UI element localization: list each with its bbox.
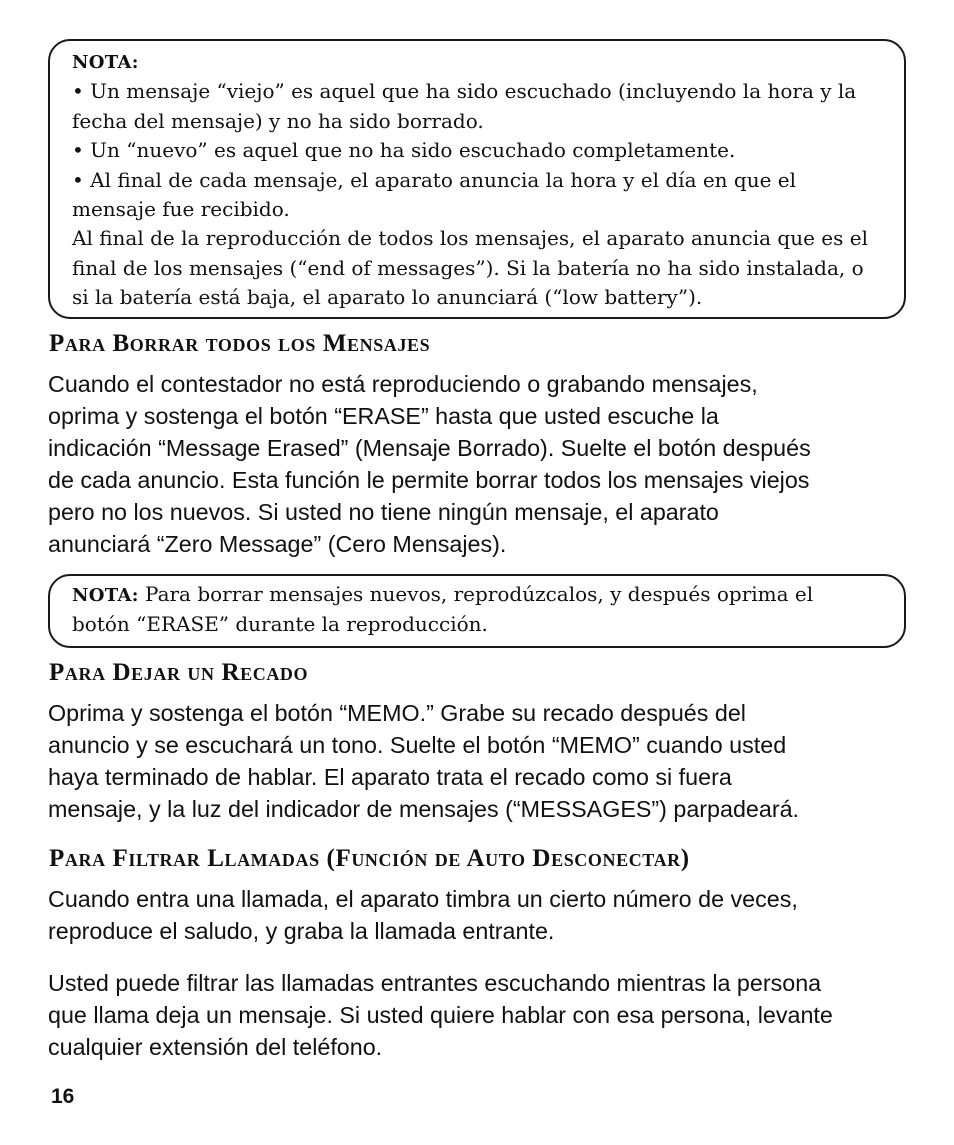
paragraph-line: anunciará “Zero Message” (Cero Mensajes). xyxy=(48,531,507,558)
paragraph-line: haya terminado de hablar. El aparato trata el recado como si fuera xyxy=(48,764,732,791)
note-label: NOTA: xyxy=(72,52,139,73)
note-box-messages xyxy=(48,39,906,319)
section-heading-screen-calls: Para Filtrar Llamadas (Función de Auto Desconectar) xyxy=(49,845,690,872)
paragraph-line: cualquier extensión del teléfono. xyxy=(48,1034,383,1061)
paragraph-line: Oprima y sostenga el botón “MEMO.” Grabe su recado después del xyxy=(48,700,746,726)
note-line: final de los mensajes (“end of messages”). Si la batería no ha sido instalada, o xyxy=(72,255,864,280)
note-line: Al final de la reproducción de todos los mensajes, el aparato anuncia que es el xyxy=(72,226,868,251)
section-heading-memo: Para Dejar un Recado xyxy=(49,659,309,686)
paragraph-screen-calls-1 xyxy=(48,883,798,947)
note-text: Para borrar mensajes nuevos, reprodúzcalos, y después oprima el xyxy=(138,582,814,606)
note-line: • Un “nuevo” es aquel que no ha sido escuchado completamente. xyxy=(72,138,736,163)
paragraph-line: anuncio y se escuchará un tono. Suelte el botón “MEMO” cuando usted xyxy=(48,732,787,759)
paragraph-line: indicación “Message Erased” (Mensaje Borrado). Suelte el botón después xyxy=(48,435,811,462)
paragraph-line: reproduce el saludo, y graba la llamada entrante. xyxy=(48,918,555,945)
paragraph-line: Cuando el contestador no está reproduciendo o grabando mensajes, xyxy=(48,371,758,397)
note-box-erase-new xyxy=(48,574,906,648)
page-number: 16 xyxy=(51,1085,75,1108)
paragraph-line: que llama deja un mensaje. Si usted quiere hablar con esa persona, levante xyxy=(48,1002,833,1029)
paragraph-line: pero no los nuevos. Si usted no tiene ningún mensaje, el aparato xyxy=(48,499,719,526)
note-line: botón “ERASE” durante la reproducción. xyxy=(72,612,488,637)
note-label-line xyxy=(72,47,884,77)
note-line: • Al final de cada mensaje, el aparato anuncia la hora y el día en que el xyxy=(72,167,797,192)
paragraph-line: mensaje, y la luz del indicador de mensajes (“MESSAGES”) parpadeará. xyxy=(48,796,800,823)
note-line xyxy=(72,580,884,610)
note-label: NOTA: xyxy=(72,585,139,606)
note-line: fecha del mensaje) y no ha sido borrado. xyxy=(72,108,484,133)
section-heading-erase: Para Borrar todos los Mensajes xyxy=(49,330,431,357)
paragraph-line: Usted puede filtrar las llamadas entrantes escuchando mientras la persona xyxy=(48,970,822,996)
paragraph-line: oprima y sostenga el botón “ERASE” hasta que usted escuche la xyxy=(48,403,719,430)
note-line: si la batería está baja, el aparato lo anunciará (“low battery”). xyxy=(72,285,703,310)
note-line: • Un mensaje “viejo” es aquel que ha sido escuchado (incluyendo la hora y la xyxy=(72,79,857,104)
note-line: mensaje fue recibido. xyxy=(72,197,290,222)
paragraph-line: Cuando entra una llamada, el aparato timbra un cierto número de veces, xyxy=(48,886,798,912)
paragraph-line: de cada anuncio. Esta función le permite borrar todos los mensajes viejos xyxy=(48,467,810,494)
paragraph-memo xyxy=(48,697,799,825)
paragraph-screen-calls-2 xyxy=(48,967,833,1063)
paragraph-erase xyxy=(48,368,811,561)
